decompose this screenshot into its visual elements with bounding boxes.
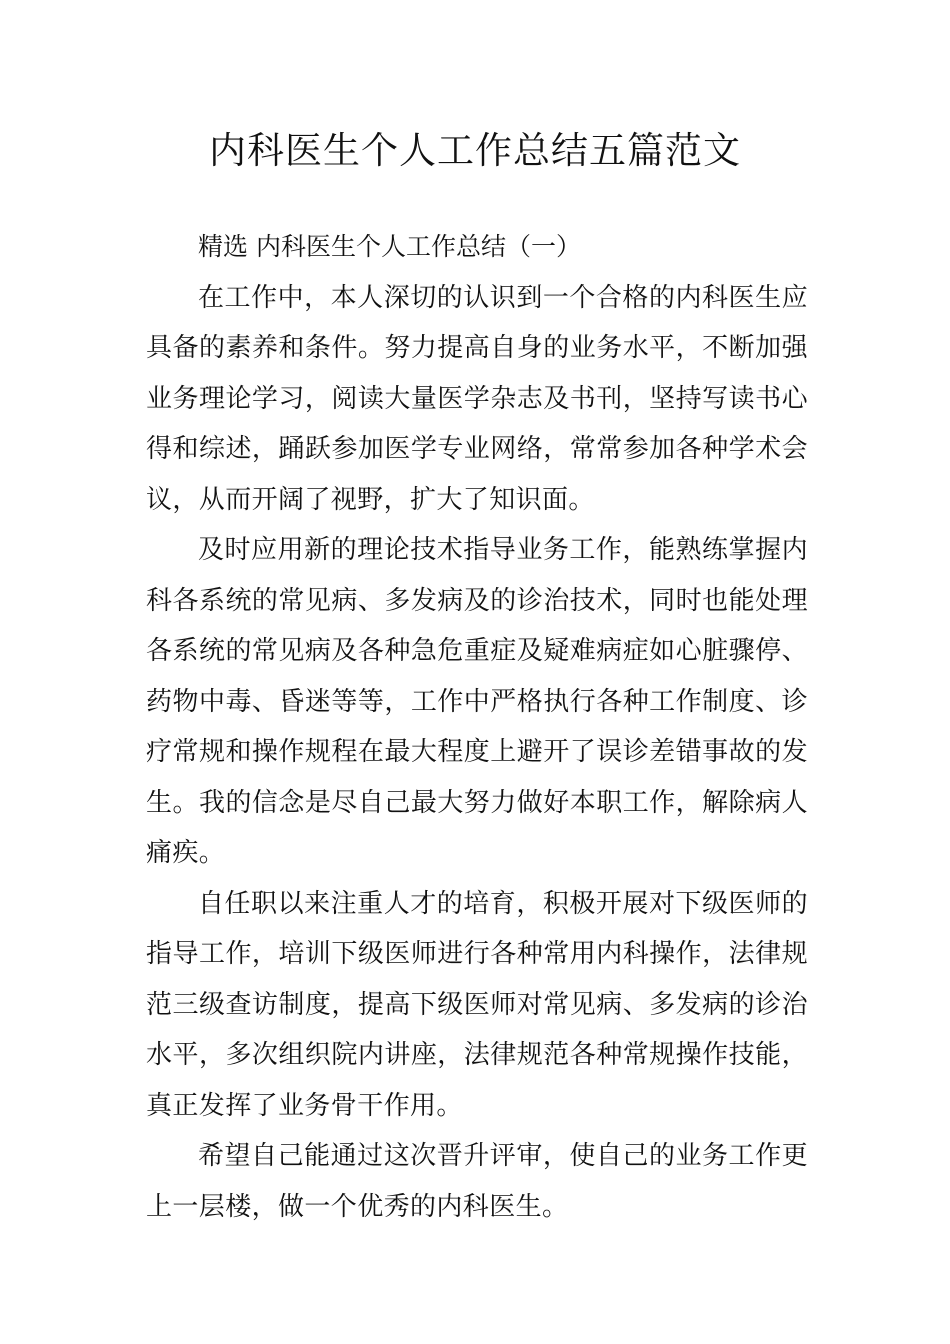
document-title: 内科医生个人工作总结五篇范文: [209, 129, 741, 172]
paragraph-3: 自任职以来注重人才的培育，积极开展对下级医师的指导工作，培训下级医师进行各种常用内科操作，法律规范三级查访制度，提高下级医师对常见病、多发病的诊治水平，多次组织院内讲座，法律规范各种常规操作技能，真正发挥了业务骨干作用。: [146, 888, 808, 1121]
section-heading: 精选 内科医生个人工作总结（一）: [198, 232, 581, 261]
document-body: [146, 222, 808, 1232]
paragraph-1: 在工作中，本人深切的认识到一个合格的内科医生应具备的素养和条件。努力提高自身的业务水平，不断加强业务理论学习，阅读大量医学杂志及书刊，坚持写读书心得和综述，踊跃参加医学专业网络，常常参加各种学术会议，从而开阔了视野，扩大了知识面。: [146, 282, 808, 515]
paragraph-4: 希望自己能通过这次晋升评审，使自己的业务工作更上一层楼，做一个优秀的内科医生。: [146, 1141, 808, 1222]
paragraph-2: 及时应用新的理论技术指导业务工作，能熟练掌握内科各系统的常见病、多发病及的诊治技术，同时也能处理各系统的常见病及各种急危重症及疑难病症如心脏骤停、药物中毒、昏迷等等，工作中严格执行各种工作制度、诊疗常规和操作规程在最大程度上避开了误诊差错事故的发生。我的信念是尽自己最大努力做好本职工作，解除病人痛疾。: [146, 535, 808, 868]
